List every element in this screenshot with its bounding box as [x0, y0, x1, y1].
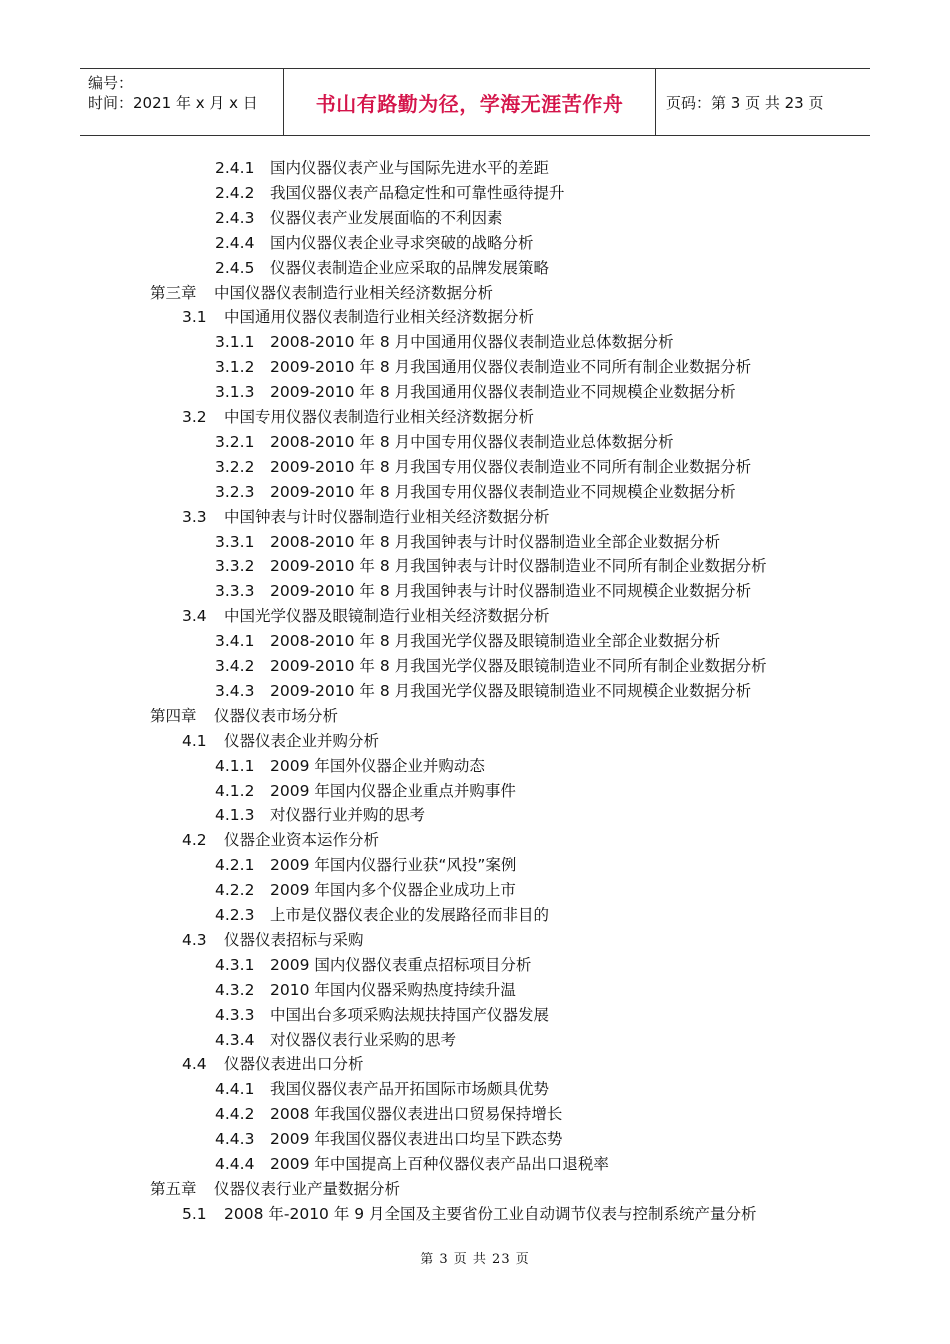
toc-entry-title: 2009-2010 年 8 月我国光学仪器及眼镜制造业不同规模企业数据分析 [270, 681, 752, 700]
toc-entry[interactable] [215, 805, 425, 825]
toc-entry-title: 仪器仪表企业并购分析 [224, 731, 380, 750]
toc-entry[interactable] [182, 1054, 364, 1074]
toc-entry[interactable] [215, 905, 549, 925]
toc-entry-title: 仪器仪表进出口分析 [224, 1055, 364, 1074]
toc-entry-number: 3.2.3 [215, 482, 255, 501]
toc-entry-number: 4.4.2 [215, 1105, 255, 1124]
toc-entry-number: 第五章 [150, 1179, 197, 1198]
toc-entry-title: 对仪器行业并购的思考 [270, 806, 426, 825]
toc-entry-title: 2008-2010 年 8 月我国光学仪器及眼镜制造业全部企业数据分析 [270, 632, 721, 651]
toc-entry[interactable] [150, 706, 338, 726]
toc-entry-title: 2009-2010 年 8 月我国光学仪器及眼镜制造业不同所有制企业数据分析 [270, 657, 767, 675]
toc-entry-number: 4.3.3 [215, 1005, 255, 1024]
toc-entry-number: 4.4.3 [215, 1130, 255, 1149]
header-motto: 书山有路勤为径，学海无涯苦作舟 [315, 91, 624, 116]
toc-entry-number: 4.1 [182, 731, 207, 750]
toc-entry-number: 5.1 [182, 1204, 207, 1223]
toc-entry-number: 4.3.2 [215, 980, 255, 999]
toc-entry-number: 3.4.3 [215, 681, 255, 700]
toc-entry-title: 国内仪器仪表企业寻求突破的战略分析 [270, 233, 534, 252]
toc-entry-number: 4.2.1 [215, 856, 255, 875]
toc-entry-title: 2009 年中国提高上百种仪器仪表产品出口退税率 [270, 1155, 609, 1173]
toc-entry[interactable] [215, 258, 549, 278]
toc-entry-title: 中国专用仪器仪表制造行业相关经济数据分析 [224, 408, 535, 426]
toc-entry[interactable] [182, 507, 550, 527]
toc-entry-number: 3.1.2 [215, 358, 255, 377]
toc-entry[interactable] [215, 1079, 549, 1099]
toc-entry[interactable] [215, 183, 565, 203]
toc-entry-number: 4.2.3 [215, 906, 255, 924]
toc-entry-number: 3.1.3 [215, 383, 255, 402]
toc-entry-title: 上市是仪器仪表企业的发展路径而非目的 [270, 906, 550, 924]
toc-entry-number: 4.3.4 [215, 1030, 255, 1049]
toc-entry-number: 4.2.2 [215, 881, 255, 900]
toc-entry-number: 4.1.1 [215, 756, 255, 775]
toc-entry[interactable] [215, 482, 736, 502]
toc-entry-number: 2.4.5 [215, 258, 255, 277]
toc-entry[interactable] [150, 1179, 400, 1199]
toc-entry[interactable] [215, 158, 549, 178]
toc-entry-number: 2.4.1 [215, 159, 255, 177]
toc-entry[interactable] [215, 681, 751, 701]
toc-entry-title: 我国仪器仪表产品开拓国际市场颇具优势 [270, 1080, 550, 1099]
toc-entry-title: 2008-2010 年 8 月我国钟表与计时仪器制造业全部企业数据分析 [270, 532, 721, 551]
toc-entry-title: 2009 年我国仪器仪表进出口均呈下跌态势 [270, 1130, 563, 1149]
toc-entry[interactable] [215, 457, 751, 477]
toc-entry-title: 2008 年-2010 年 9 月全国及主要省份工业自动调节仪表与控制系统产量分析 [224, 1204, 757, 1223]
toc-entry-title: 2009-2010 年 8 月我国专用仪器仪表制造业不同规模企业数据分析 [270, 482, 736, 501]
toc-entry-number: 4.2 [182, 831, 207, 850]
toc-entry-title: 2009 年国内仪器行业获“风投”案例 [270, 856, 517, 875]
toc-entry-title: 仪器仪表招标与采购 [224, 930, 364, 949]
toc-entry-title: 中国钟表与计时仪器制造行业相关经济数据分析 [224, 507, 550, 526]
toc-entry-number: 3.1 [182, 308, 207, 327]
toc-entry-title: 仪器仪表市场分析 [214, 706, 339, 725]
toc-entry-title: 仪器仪表产业发展面临的不利因素 [270, 208, 503, 227]
toc-entry[interactable] [215, 756, 485, 776]
toc-entry-title: 2009-2010 年 8 月我国钟表与计时仪器制造业不同规模企业数据分析 [270, 582, 752, 601]
toc-entry-title: 我国仪器仪表产品稳定性和可靠性亟待提升 [270, 183, 565, 202]
toc-entry[interactable] [215, 656, 767, 676]
toc-entry-number: 2.4.2 [215, 183, 255, 202]
header-page-info: 页码：第 3 页 共 23 页 [666, 93, 824, 112]
toc-entry-title: 2009-2010 年 8 月我国钟表与计时仪器制造业不同所有制企业数据分析 [270, 557, 767, 576]
toc-entry[interactable] [215, 980, 516, 1000]
toc-entry-number: 3.4.2 [215, 657, 255, 675]
document-number-label: 编号： [88, 74, 134, 92]
toc-entry-number: 3.3 [182, 507, 207, 526]
toc-entry-number: 4.4.1 [215, 1080, 255, 1099]
header-info [80, 69, 284, 135]
toc-entry-number: 2.4.4 [215, 233, 255, 252]
toc-entry[interactable] [215, 233, 534, 253]
toc-entry-number: 2.4.3 [215, 208, 255, 227]
toc-entry[interactable] [182, 830, 379, 850]
toc-entry[interactable] [215, 1005, 549, 1025]
toc-entry-number: 3.3.2 [215, 557, 255, 576]
toc-entry-title: 对仪器仪表行业采购的思考 [270, 1030, 457, 1049]
toc-entry[interactable] [215, 1104, 562, 1124]
toc-entry-number: 4.4 [182, 1055, 207, 1074]
toc-entry-title: 2010 年国内仪器采购热度持续升温 [270, 980, 516, 999]
toc-entry-number: 4.4.4 [215, 1155, 255, 1173]
toc-entry-title: 2008-2010 年 8 月中国通用仪器仪表制造业总体数据分析 [270, 333, 674, 352]
toc-entry[interactable] [215, 1154, 609, 1174]
toc-entry-title: 中国仪器仪表制造行业相关经济数据分析 [214, 283, 494, 302]
toc-entry[interactable] [215, 955, 531, 975]
toc-entry-number: 4.1.3 [215, 806, 255, 825]
toc-entry-number: 4.3 [182, 930, 207, 949]
toc-entry-number: 4.3.1 [215, 955, 255, 974]
toc-entry-title: 2009-2010 年 8 月我国通用仪器仪表制造业不同所有制企业数据分析 [270, 358, 752, 377]
toc-entry[interactable] [215, 357, 751, 377]
toc-entry-number: 3.4.1 [215, 632, 255, 651]
toc-entry[interactable] [215, 855, 516, 875]
toc-entry[interactable] [215, 581, 751, 601]
toc-entry-title: 2009-2010 年 8 月我国通用仪器仪表制造业不同规模企业数据分析 [270, 383, 736, 402]
page-footer: 第 3 页 共 23 页 [420, 1252, 530, 1267]
toc-entry-title: 2009 国内仪器仪表重点招标项目分析 [270, 955, 532, 974]
toc-entry-title: 仪器仪表行业产量数据分析 [214, 1179, 401, 1198]
toc-entry-title: 2009 年国外仪器企业并购动态 [270, 756, 485, 775]
toc-entry-number: 3.2.2 [215, 457, 255, 476]
toc-entry[interactable] [215, 432, 674, 452]
toc-entry[interactable] [182, 407, 534, 427]
toc-entry[interactable] [215, 382, 736, 402]
toc-entry[interactable] [215, 1030, 456, 1050]
toc-entry-title: 中国光学仪器及眼镜制造行业相关经济数据分析 [224, 607, 550, 626]
toc-entry-title: 2009-2010 年 8 月我国专用仪器仪表制造业不同所有制企业数据分析 [270, 457, 752, 476]
toc-entry[interactable] [182, 307, 534, 327]
toc-entry-number: 3.3.3 [215, 582, 255, 601]
toc-entry[interactable] [215, 556, 767, 576]
toc-entry-title: 中国通用仪器仪表制造行业相关经济数据分析 [224, 308, 535, 327]
toc-entry-number: 3.2.1 [215, 432, 255, 451]
toc-entry-title: 2009 年国内仪器企业重点并购事件 [270, 781, 516, 800]
toc-entry[interactable] [215, 1129, 562, 1149]
toc-entry-title: 2008-2010 年 8 月中国专用仪器仪表制造业总体数据分析 [270, 432, 674, 451]
toc-entry-number: 4.1.2 [215, 781, 255, 800]
toc-entry[interactable] [150, 283, 493, 303]
header-motto-cell [284, 69, 656, 135]
toc-entry[interactable] [215, 532, 720, 552]
toc-entry[interactable] [182, 1204, 757, 1224]
page-header [80, 68, 870, 136]
toc-entry[interactable] [215, 208, 503, 228]
toc-entry[interactable] [182, 731, 379, 751]
toc-entry-title: 仪器仪表制造企业应采取的品牌发展策略 [270, 258, 550, 277]
toc-entry-title: 国内仪器仪表产业与国际先进水平的差距 [270, 159, 550, 177]
toc-entry-number: 3.3.1 [215, 532, 255, 551]
toc-entry[interactable] [215, 781, 516, 801]
toc-entry[interactable] [182, 930, 364, 950]
toc-entry-title: 中国出台多项采购法规扶持国产仪器发展 [270, 1005, 550, 1024]
toc-entry-number: 3.1.1 [215, 333, 255, 352]
toc-entry-number: 第三章 [150, 283, 197, 302]
toc-entry-number: 第四章 [150, 706, 197, 725]
toc-entry[interactable] [182, 606, 550, 626]
document-date-label: 时间：2021 年 x 月 x 日 [88, 94, 258, 112]
toc-entry[interactable] [215, 631, 720, 651]
toc-entry-title: 2008 年我国仪器仪表进出口贸易保持增长 [270, 1105, 563, 1124]
toc-entry-title: 2009 年国内多个仪器企业成功上市 [270, 881, 516, 900]
toc-entry[interactable] [215, 332, 674, 352]
toc-entry-number: 3.2 [182, 408, 207, 426]
toc-entry-title: 仪器企业资本运作分析 [224, 831, 380, 850]
toc-entry[interactable] [215, 880, 516, 900]
toc-entry-number: 3.4 [182, 607, 207, 626]
header-page-cell [656, 69, 870, 135]
